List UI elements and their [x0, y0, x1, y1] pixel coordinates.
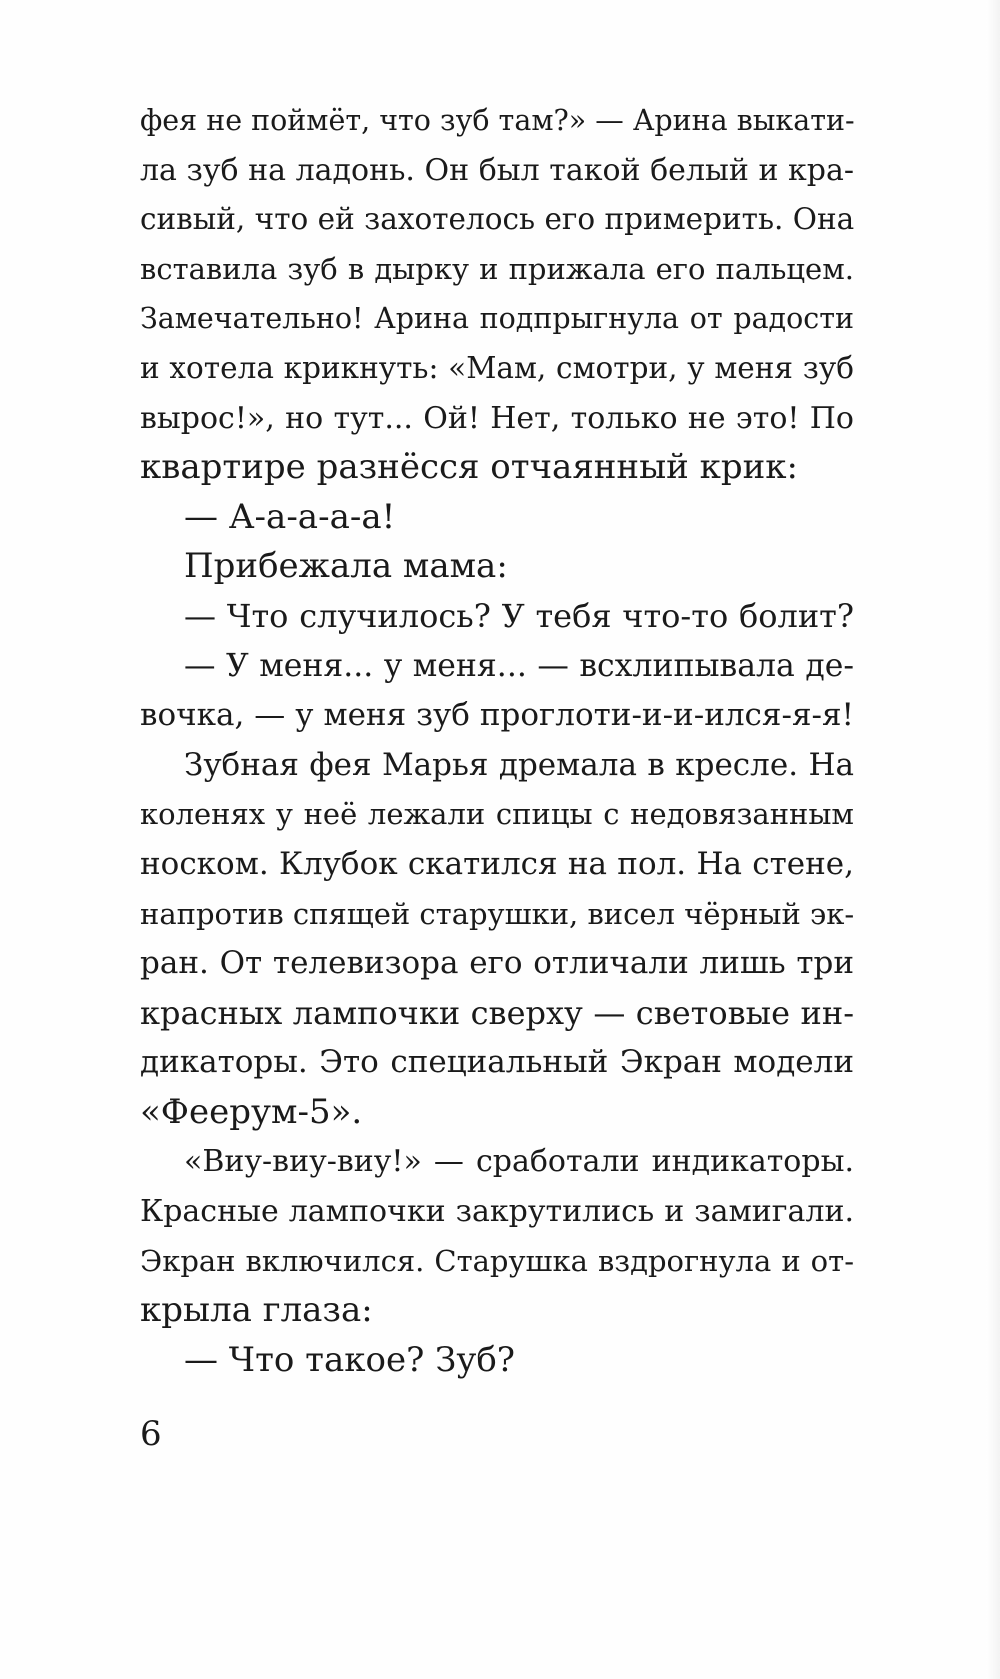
text-line: и хотела крикнуть: «Мам, смотри, у меня зуб — [140, 350, 854, 385]
text-line: ла зуб на ладонь. Он был такой белый и кра- — [140, 152, 854, 188]
text-line: Замечательно! Арина подпрыгнула от радости — [140, 302, 854, 336]
text-line: Красные лампочки закрутились и замигали. — [140, 1194, 854, 1230]
text-line: Прибежала мама: — [184, 546, 508, 587]
page-number: 6 — [140, 1414, 162, 1454]
text-line: коленях у неё лежали спицы с недовязанным — [140, 797, 854, 832]
text-line: квартире разнёсся отчаянный крик: — [140, 447, 799, 488]
text-line: — Что такое? Зуб? — [184, 1339, 516, 1380]
text-line: Зубная фея Марья дремала в кресле. На — [184, 746, 854, 783]
text-line: вставила зуб в дырку и прижала его пальцем. — [140, 251, 854, 286]
text-line: ран. От телевизора его отличали лишь три — [140, 945, 854, 982]
text-line: «Феерум-5». — [140, 1091, 363, 1132]
text-line: вочка, — у меня зуб проглоти-и-и-ился-я-я! — [140, 697, 854, 734]
text-line: — А-а-а-а-а! — [184, 496, 396, 537]
text-line: вырос!», но тут... Ой! Нет, только не это! По — [140, 400, 854, 436]
body-text — [140, 96, 854, 1385]
text-line: напротив спящей старушки, висел чёрный эк- — [140, 896, 855, 931]
text-line: фея не поймёт, что зуб там?» — Арина выкати- — [140, 104, 855, 137]
text-line: крыла глаза: — [140, 1290, 373, 1331]
text-line: носком. Клубок скатился на пол. На стене, — [140, 845, 854, 882]
text-line: — У меня... у меня... — всхлипывала де- — [184, 647, 854, 684]
text-line: Экран включился. Старушка вздрогнула и от- — [140, 1243, 854, 1278]
page-edge-shadow — [986, 0, 1000, 1679]
text-line: сивый, что ей захотелось его примерить. Она — [140, 202, 855, 237]
text-line: красных лампочки сверху — световые ин- — [140, 993, 854, 1032]
text-line: дикаторы. Это специальный Экран модели — [140, 1044, 854, 1081]
text-line: «Виу-виу-виу!» — сработали индикаторы. — [184, 1144, 854, 1180]
text-line: — Что случилось? У тебя что-то болит? — [184, 596, 854, 635]
